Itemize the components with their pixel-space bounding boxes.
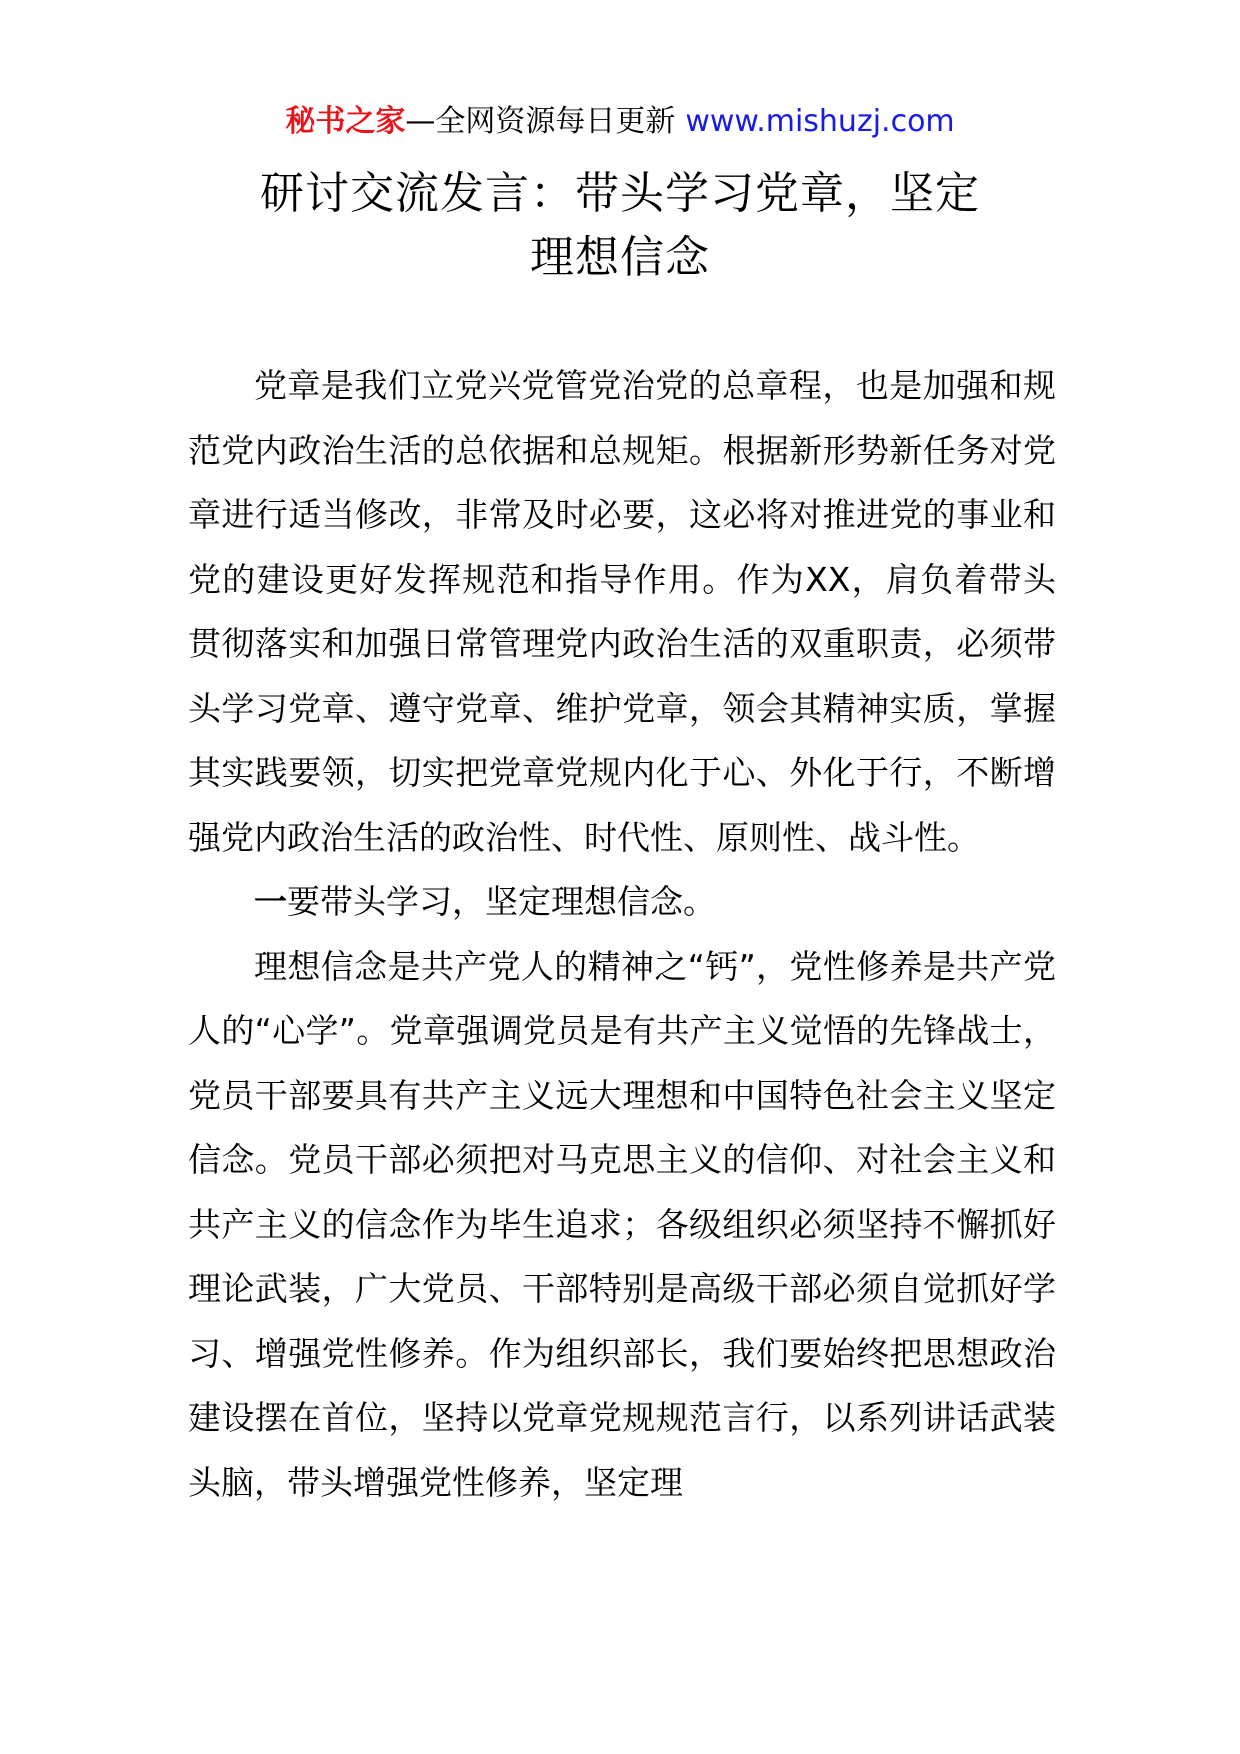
section-paragraph: 理想信念是共产党人的精神之“钙”，党性修养是共产党人的“心学”。党章强调党员是有共产主义觉悟的先锋战士，党员干部要具有共产主义远大理想和中国特色社会主义坚定信念。党员干部必须把对马克思主义的信仰、对社会主义和共产主义的信念作为毕生追求；各级组织必须坚持不懈抓好理论武装，广大党员、干部特别是高级干部必须自觉抓好学习、增强党性修养。作为组织部长，我们要始终把思想政治建设摆在首位，坚持以党章党规规范言行，以系列讲话武装头脑，带头增强党性修养，坚定理 xyxy=(188,946,1056,1502)
title-line-2: 理想信念 xyxy=(530,232,710,283)
section-heading xyxy=(188,870,1056,935)
title-line-1: 研讨交流发言：带头学习党章，坚定 xyxy=(260,168,980,219)
section-heading-lead: 一 xyxy=(254,882,287,921)
brand-name: 秘书之家 xyxy=(285,104,406,139)
section-heading-text: 要带头学习，坚定理想信念。 xyxy=(287,882,716,921)
intro-paragraph: 党章是我们立党兴党管党治党的总章程，也是加强和规范党内政治生活的总依据和总规矩。根据新形势新任务对党章进行适当修改，非常及时必要，这必将对推进党的事业和党的建设更好发挥规范和指导作用。作为XX，肩负着带头贯彻落实和加强日常管理党内政治生活的双重职责，必须带头学习党章、遵守党章、维护党章，领会其精神实质，掌握其实践要领，切实把党章党规内化于心、外化于行，不断增强党内政治生活的政治性、时代性、原则性、战斗性。 xyxy=(188,366,1056,857)
site-header xyxy=(0,102,1240,142)
header-tagline: —全网资源每日更新 xyxy=(405,104,676,139)
document-body xyxy=(188,354,1056,1515)
document-title xyxy=(160,162,1080,290)
site-url-link[interactable]: www.mishuzj.com xyxy=(685,104,955,139)
